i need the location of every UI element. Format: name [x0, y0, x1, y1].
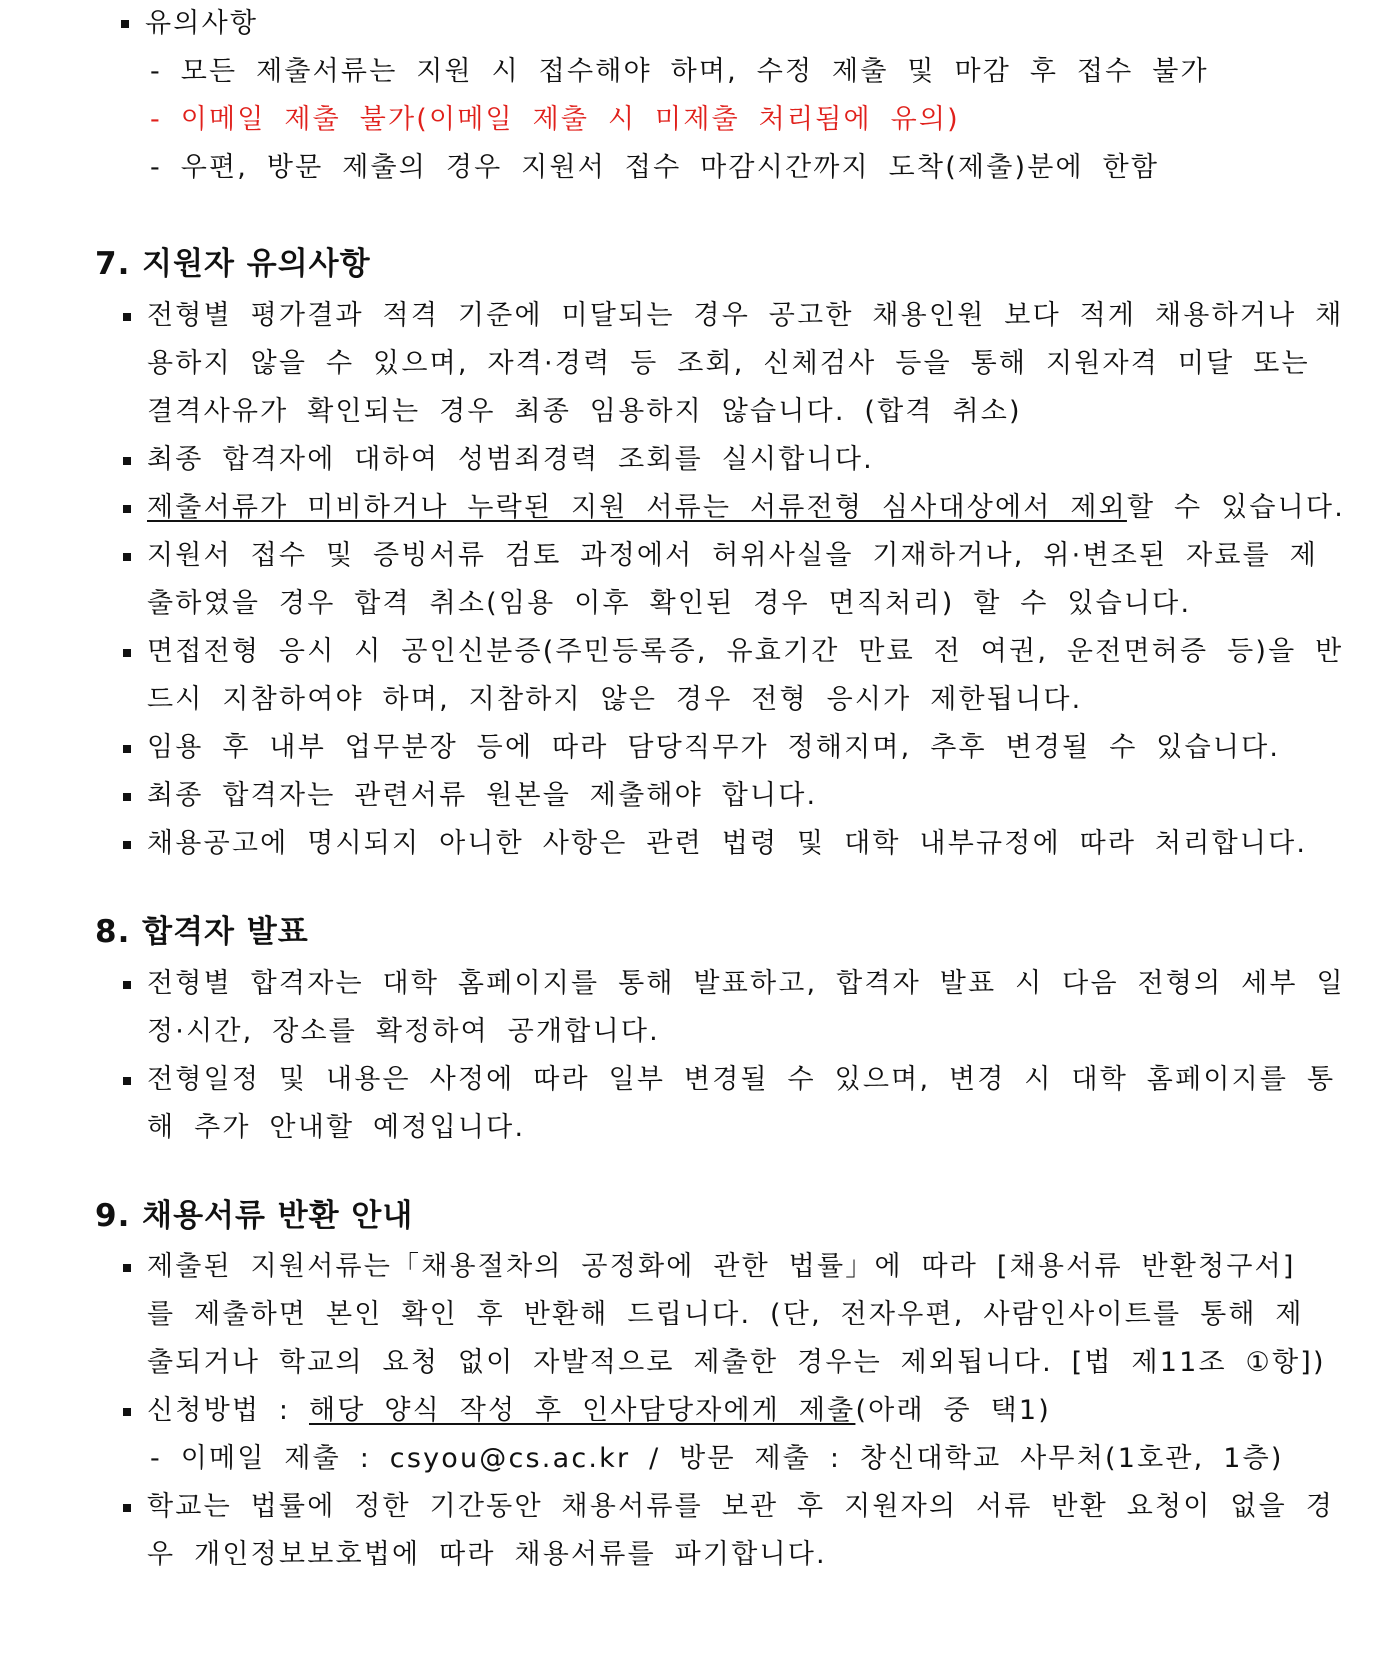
s7-b6: 임용 후 내부 업무분장 등에 따라 담당직무가 정해지며, 추후 변경될 수 있습니다. [147, 732, 1281, 763]
s9-b1-line3: 출되거나 학교의 요청 없이 자발적으로 제출한 경우는 제외됩니다. [법 제11조 ①항]) [147, 1347, 1326, 1378]
bullet-icon [123, 313, 131, 321]
bullet-icon [123, 1504, 131, 1512]
s8-b2-line1: 전형일정 및 내용은 사정에 따라 일부 변경될 수 있으며, 변경 시 대학 홈페이지를 통 [147, 1064, 1336, 1095]
bullet-icon [123, 505, 131, 513]
bullet-icon [121, 20, 129, 28]
s8-b1-line2: 정·시간, 장소를 확정하여 공개합니다. [147, 1016, 660, 1047]
s9-b2-label: 신청방법 : [147, 1395, 309, 1426]
s7-b1-line2: 용하지 않을 수 있으며, 자격·경력 등 조회, 신체검사 등을 통해 지원자격 미달 또는 [147, 348, 1310, 379]
bullet-icon [123, 1077, 131, 1085]
bullet-icon [123, 649, 131, 657]
section-8-heading: 8. 합격자 발표 [95, 914, 309, 950]
bullet-icon [123, 553, 131, 561]
s9-b2-underlined: 해당 양식 작성 후 인사담당자에게 제출 [309, 1395, 856, 1426]
bullet-icon [123, 841, 131, 849]
section-7-heading: 7. 지원자 유의사항 [95, 246, 371, 282]
note-item-warning: - 이메일 제출 불가(이메일 제출 시 미제출 처리됨에 유의) [150, 104, 960, 135]
s9-b2-rest: (아래 중 택1) [855, 1395, 1051, 1426]
bullet-icon [123, 793, 131, 801]
s7-b3 [147, 491, 1345, 525]
note-item: - 모든 제출서류는 지원 시 접수해야 하며, 수정 제출 및 마감 후 접수 불가 [150, 56, 1209, 87]
notes-title: 유의사항 [145, 8, 259, 39]
s9-b1-line1: 제출된 지원서류는「채용절차의 공정화에 관한 법률」에 따라 [채용서류 반환청구서] [147, 1251, 1296, 1282]
bullet-icon [123, 745, 131, 753]
s9-b3-line1: 학교는 법률에 정한 기간동안 채용서류를 보관 후 지원자의 서류 반환 요청이 없을 경 [147, 1491, 1334, 1522]
s8-b2-line2: 해 추가 안내할 예정입니다. [147, 1112, 526, 1143]
s7-b1-line3: 결격사유가 확인되는 경우 최종 임용하지 않습니다. (합격 취소) [147, 396, 1022, 427]
s7-b3-underlined: 제출서류가 미비하거나 누락된 지원 서류는 서류전형 심사대상에서 제외 [147, 492, 1127, 523]
s7-b4-line2: 출하였을 경우 합격 취소(임용 이후 확인된 경우 면직처리) 할 수 있습니다. [147, 588, 1192, 619]
s7-b1-line1: 전형별 평가결과 적격 기준에 미달되는 경우 공고한 채용인원 보다 적게 채용하거나 채 [147, 300, 1344, 331]
bullet-icon [123, 981, 131, 989]
section-9-heading: 9. 채용서류 반환 안내 [95, 1198, 414, 1234]
s7-b3-rest: 할 수 있습니다. [1126, 492, 1345, 523]
bullet-icon [123, 1264, 131, 1272]
s7-b4-line1: 지원서 접수 및 증빙서류 검토 과정에서 허위사실을 기재하거나, 위·변조된 자료를 제 [147, 540, 1318, 571]
s9-b1-line2: 를 제출하면 본인 확인 후 반환해 드립니다. (단, 전자우편, 사람인사이트를 통해 제 [147, 1299, 1304, 1330]
s7-b5-line1: 면접전형 응시 시 공인신분증(주민등록증, 유효기간 만료 전 여권, 운전면허증 등)을 반 [147, 636, 1344, 667]
s7-b7: 최종 합격자는 관련서류 원본을 제출해야 합니다. [147, 780, 818, 811]
note-item: - 우편, 방문 제출의 경우 지원서 접수 마감시간까지 도착(제출)분에 한함 [150, 152, 1160, 183]
s8-b1-line1: 전형별 합격자는 대학 홈페이지를 통해 발표하고, 합격자 발표 시 다음 전형의 세부 일 [147, 968, 1345, 999]
bullet-icon [123, 457, 131, 465]
s9-b3-line2: 우 개인정보보호법에 따라 채용서류를 파기합니다. [147, 1539, 827, 1570]
s9-b2-sub: - 이메일 제출 : csyou@cs.ac.kr / 방문 제출 : 창신대학교 사무처(1호관, 1층) [150, 1443, 1284, 1474]
s7-b2: 최종 합격자에 대하여 성범죄경력 조회를 실시합니다. [147, 444, 874, 475]
s7-b5-line2: 드시 지참하여야 하며, 지참하지 않은 경우 전형 응시가 제한됩니다. [147, 684, 1083, 715]
s9-b2 [147, 1394, 1051, 1428]
bullet-icon [123, 1408, 131, 1416]
s7-b8: 채용공고에 명시되지 아니한 사항은 관련 법령 및 대학 내부규정에 따라 처리합니다. [147, 828, 1308, 859]
